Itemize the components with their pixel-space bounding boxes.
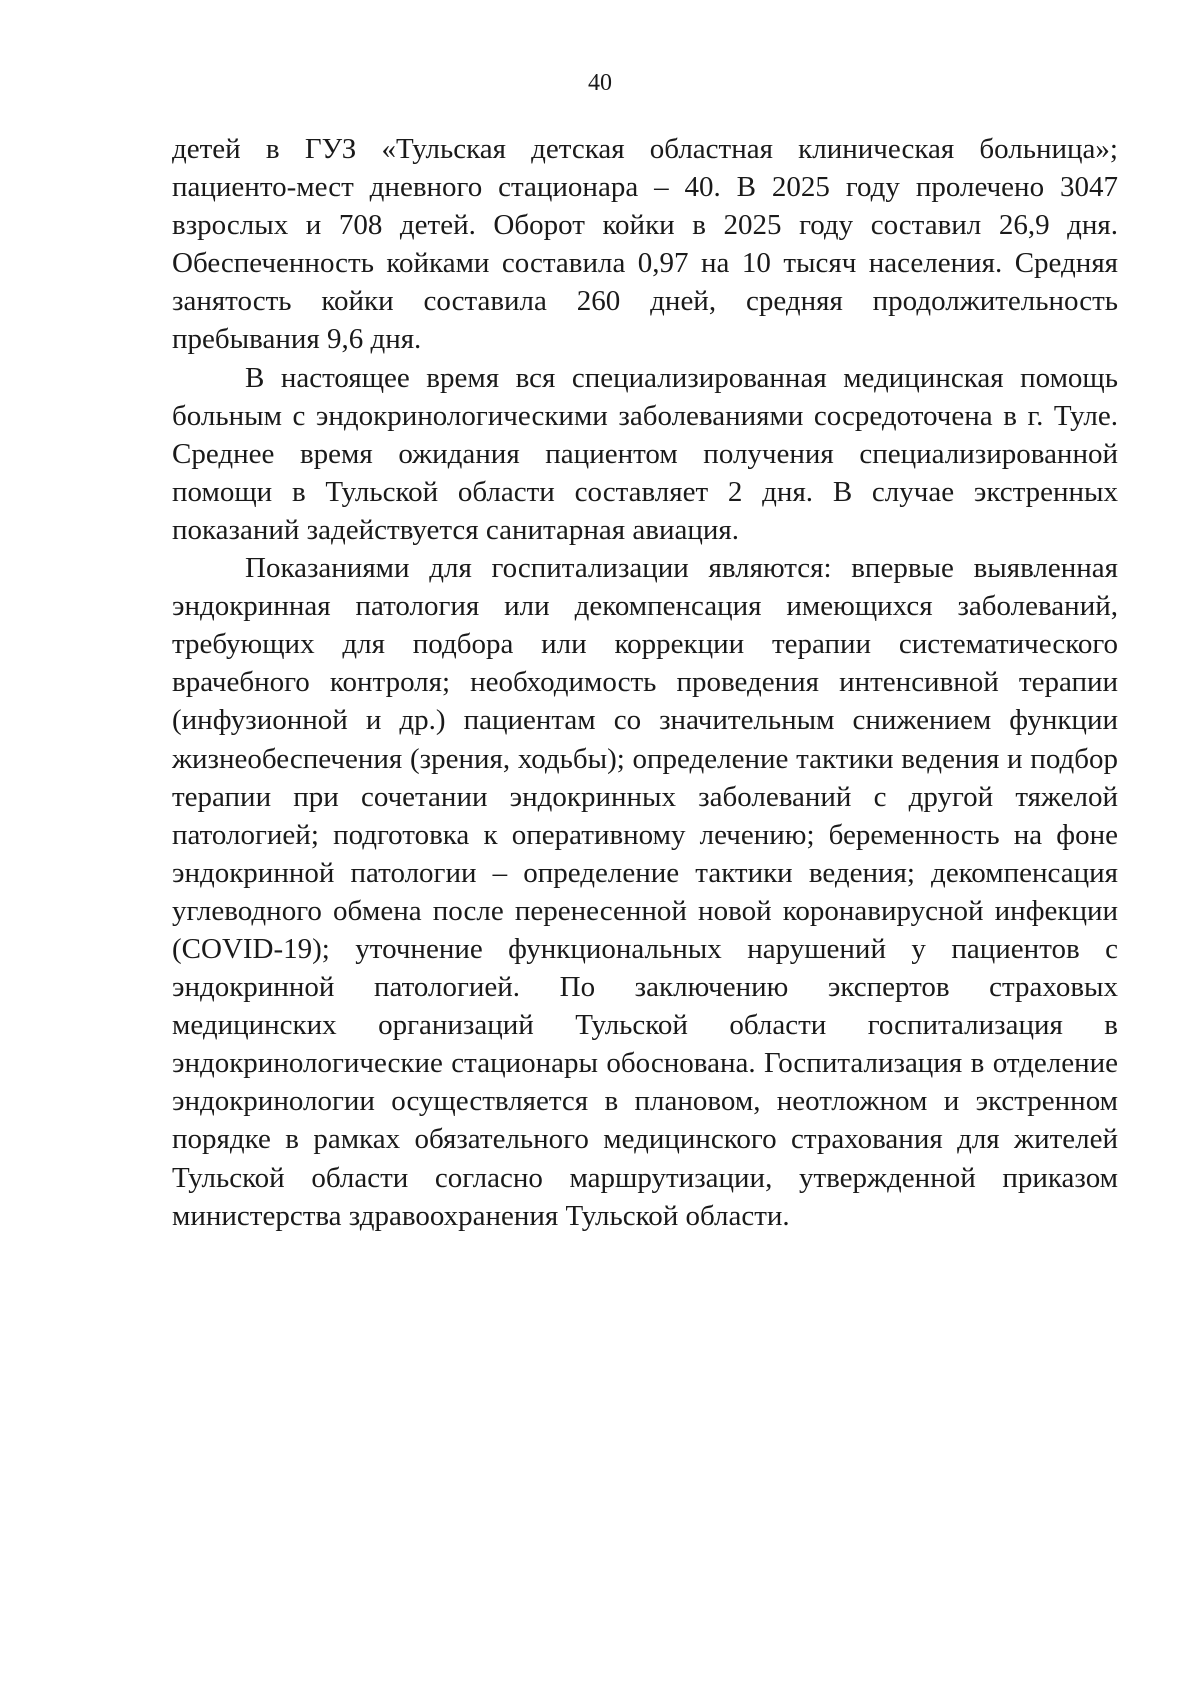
paragraph-hospitalization-indications: Показаниями для госпитализации являются: впервые выявленная эндокринная патология или декомпенсация имеющихся заболеваний, требующих для подбора или коррекции терапии систематического врачебного контроля; необходимость проведения интенсивной терапии (инфузионной и др.) пациентам со значительным снижением функции жизнеобеспечения (зрения, ходьбы); определение тактики ведения и подбор терапии при сочетании эндокринных заболеваний с другой тяжелой патологией; подготовка к оперативному лечению; беременность на фоне эндокринной патологии – определение тактики ведения; декомпенсация углеводного обмена после перенесенной новой коронавирусной инфекции (COVID-19); уточнение функциональных нарушений у пациентов с эндокринной патологией. По заключению экспертов страховых медицинских организаций Тульской области госпитализация в эндокринологические стационары обоснована. Госпитализация в отделение эндокринологии осуществляется в плановом, неотложном и экстренном порядке в рамках обязательного медицинского страхования для жителей Тульской области согласно маршрутизации, утвержденной приказом министерства здравоохранения Тульской области.: [172, 552, 1118, 1232]
page-number: 40: [588, 70, 612, 96]
paragraph-continued: детей в ГУЗ «Тульская детская областная клиническая больница»; пациенто-мест дневного стационара – 40. В 2025 году пролечено 3047 взрослых и 708 детей. Оборот койки в 2025 году составил 26,9 дня. Обеспеченность койками составила 0,97 на 10 тысяч населения. Средняя занятость койки составила 260 дней, средняя продолжительность пребывания 9,6 дня.: [172, 133, 1118, 356]
document-body: [172, 130, 1118, 1235]
paragraph-specialized-care: В настоящее время вся специализированная медицинская помощь больным с эндокринологическими заболеваниями сосредоточена в г. Туле. Среднее время ожидания пациентом получения специализированной помощи в Тульской области составляет 2 дня. В случае экстренных показаний задействуется санитарная авиация.: [172, 361, 1118, 546]
